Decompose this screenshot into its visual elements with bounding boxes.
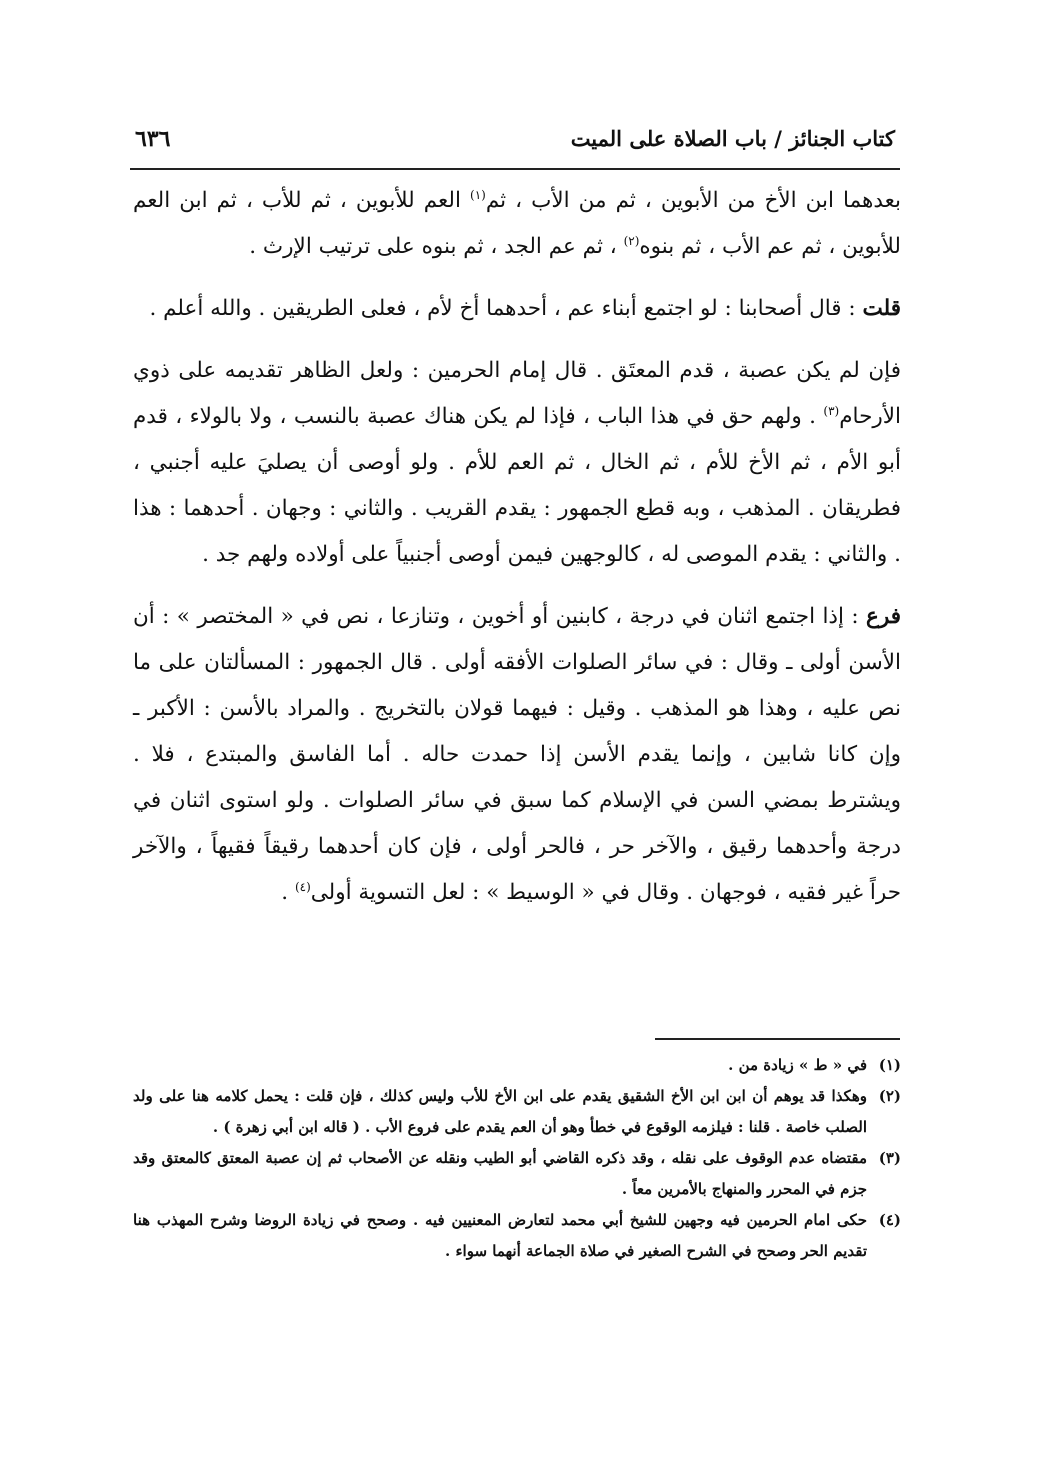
footnote-text: وهكذا قد يوهم أن ابن ابن الأخ الشقيق يقدم على ابن الأخ للأب وليس كذلك ، فإن قلت : يحمل كلامه هنا على ولد الصلب خاصة . قلنا : فيلزمه الوقوع في خطأ وهو أن العم يقدم على فروع الأب . ( قاله ابن أبي زهرة ) . [133,1087,867,1136]
paragraph [133,348,901,578]
text-segment: ، ثم عم الجد ، ثم بنوه على ترتيب الإرث . [249,234,624,259]
footnote-number: (١) [878,1056,901,1074]
footnote-ref: (٤) [294,879,311,894]
paragraph [133,594,901,916]
footnote-number: (٤) [878,1211,901,1229]
footnote [133,1081,901,1143]
text-segment: : قال أصحابنا : لو اجتمع أبناء عم ، أحدهما أخ لأم ، فعلى الطريقين . والله أعلم . [149,296,863,321]
footnote-divider [655,1038,900,1040]
running-header [130,118,900,170]
footnote-number: (٢) [878,1087,901,1105]
footnote-text: مقتضاه عدم الوقوف على نقله ، وقد ذكره القاضي أبو الطيب ونقله عن الأصحاب ثم إن عصبة المعتق كالمعتق وقد جزم في المحرر والمنهاج بالأمرين معاً . [133,1149,867,1198]
footnote-text: حكى امام الحرمين فيه وجهين للشيخ أبي محمد لتعارض المعنيين فيه . وصحح في زيادة الروضا وشرح المهذب هنا تقديم الحر وصحح في الشرح الصغير في صلاة الجماعة أنهما سواء . [133,1211,867,1260]
text-segment: . [281,880,295,905]
paragraph [133,178,901,270]
paragraph-lead: قلت [862,296,901,321]
text-segment: : إذا اجتمع اثنان في درجة ، كابنين أو أخوين ، وتنازعا ، نص في « المختصر » : أن الأسن أولى ـ وقال : في سائر الصلوات الأفقه أولى . قال الجمهور : المسألتان على ما نص عليه ، وهذا هو المذهب . وقيل : فيهما قولان بالتخريج . والمراد بالأسن : الأكبر ـ وإن كانا شابين ، وإنما يقدم الأسن إذا حمدت حاله . أما الفاسق والمبتدع ، فلا . ويشترط بمضي السن في الإسلام كما سبق في سائر الصلوات . ولو استوى اثنان في درجة وأحدهما رقيق ، والآخر حر ، فالحر أولى ، فإن كان أحدهما رقيقاً فقيهاً ، والآخر حراً غير فقيه ، فوجهان . وقال في « الوسيط » : لعل التسوية أولى [133,604,901,905]
text-segment: . ولهم حق في هذا الباب ، فإذا لم يكن هناك عصبة بالنسب ، ولا بالولاء ، قدم أبو الأم ، ثم الأخ للأم ، ثم الخال ، ثم العم للأم . ولو أوصى أن يصليَ عليه أجنبي ، فطريقان . المذهب ، وبه قطع الجمهور : يقدم القريب . والثاني : وجهان . أحدهما : هذا . والثاني : يقدم الموصى له ، كالوجهين فيمن أوصى أجنبياً على أولاده ولهم جد . [133,404,901,567]
footnote [133,1143,901,1205]
footnotes [133,1050,901,1267]
footnote-ref: (١) [470,187,486,202]
main-text [133,178,901,932]
text-segment: بعدهما ابن الأخ من الأبوين ، ثم من الأب ، ثم [485,188,901,213]
footnote-ref: (٣) [823,403,840,418]
footnote-number: (٣) [878,1149,901,1167]
paragraph [133,286,901,332]
page-number: ٦٣٦ [135,126,171,152]
chapter-title: كتاب الجنائز / باب الصلاة على الميت [570,126,895,151]
footnote-ref: (٢) [623,233,640,248]
footnote [133,1205,901,1267]
paragraph-lead: فرع [866,604,901,629]
footnote [133,1050,901,1081]
text-segment: العم للأبوين ، ثم للأب ، ثم ابن العم للأبوين ، ثم عم الأب ، ثم بنوه [133,188,901,259]
footnote-text: في « ط » زيادة من . [728,1056,867,1074]
text-segment: فإن لم يكن عصبة ، قدم المعتَق . قال إمام الحرمين : ولعل الظاهر تقديمه على ذوي الأرحام [133,358,901,429]
